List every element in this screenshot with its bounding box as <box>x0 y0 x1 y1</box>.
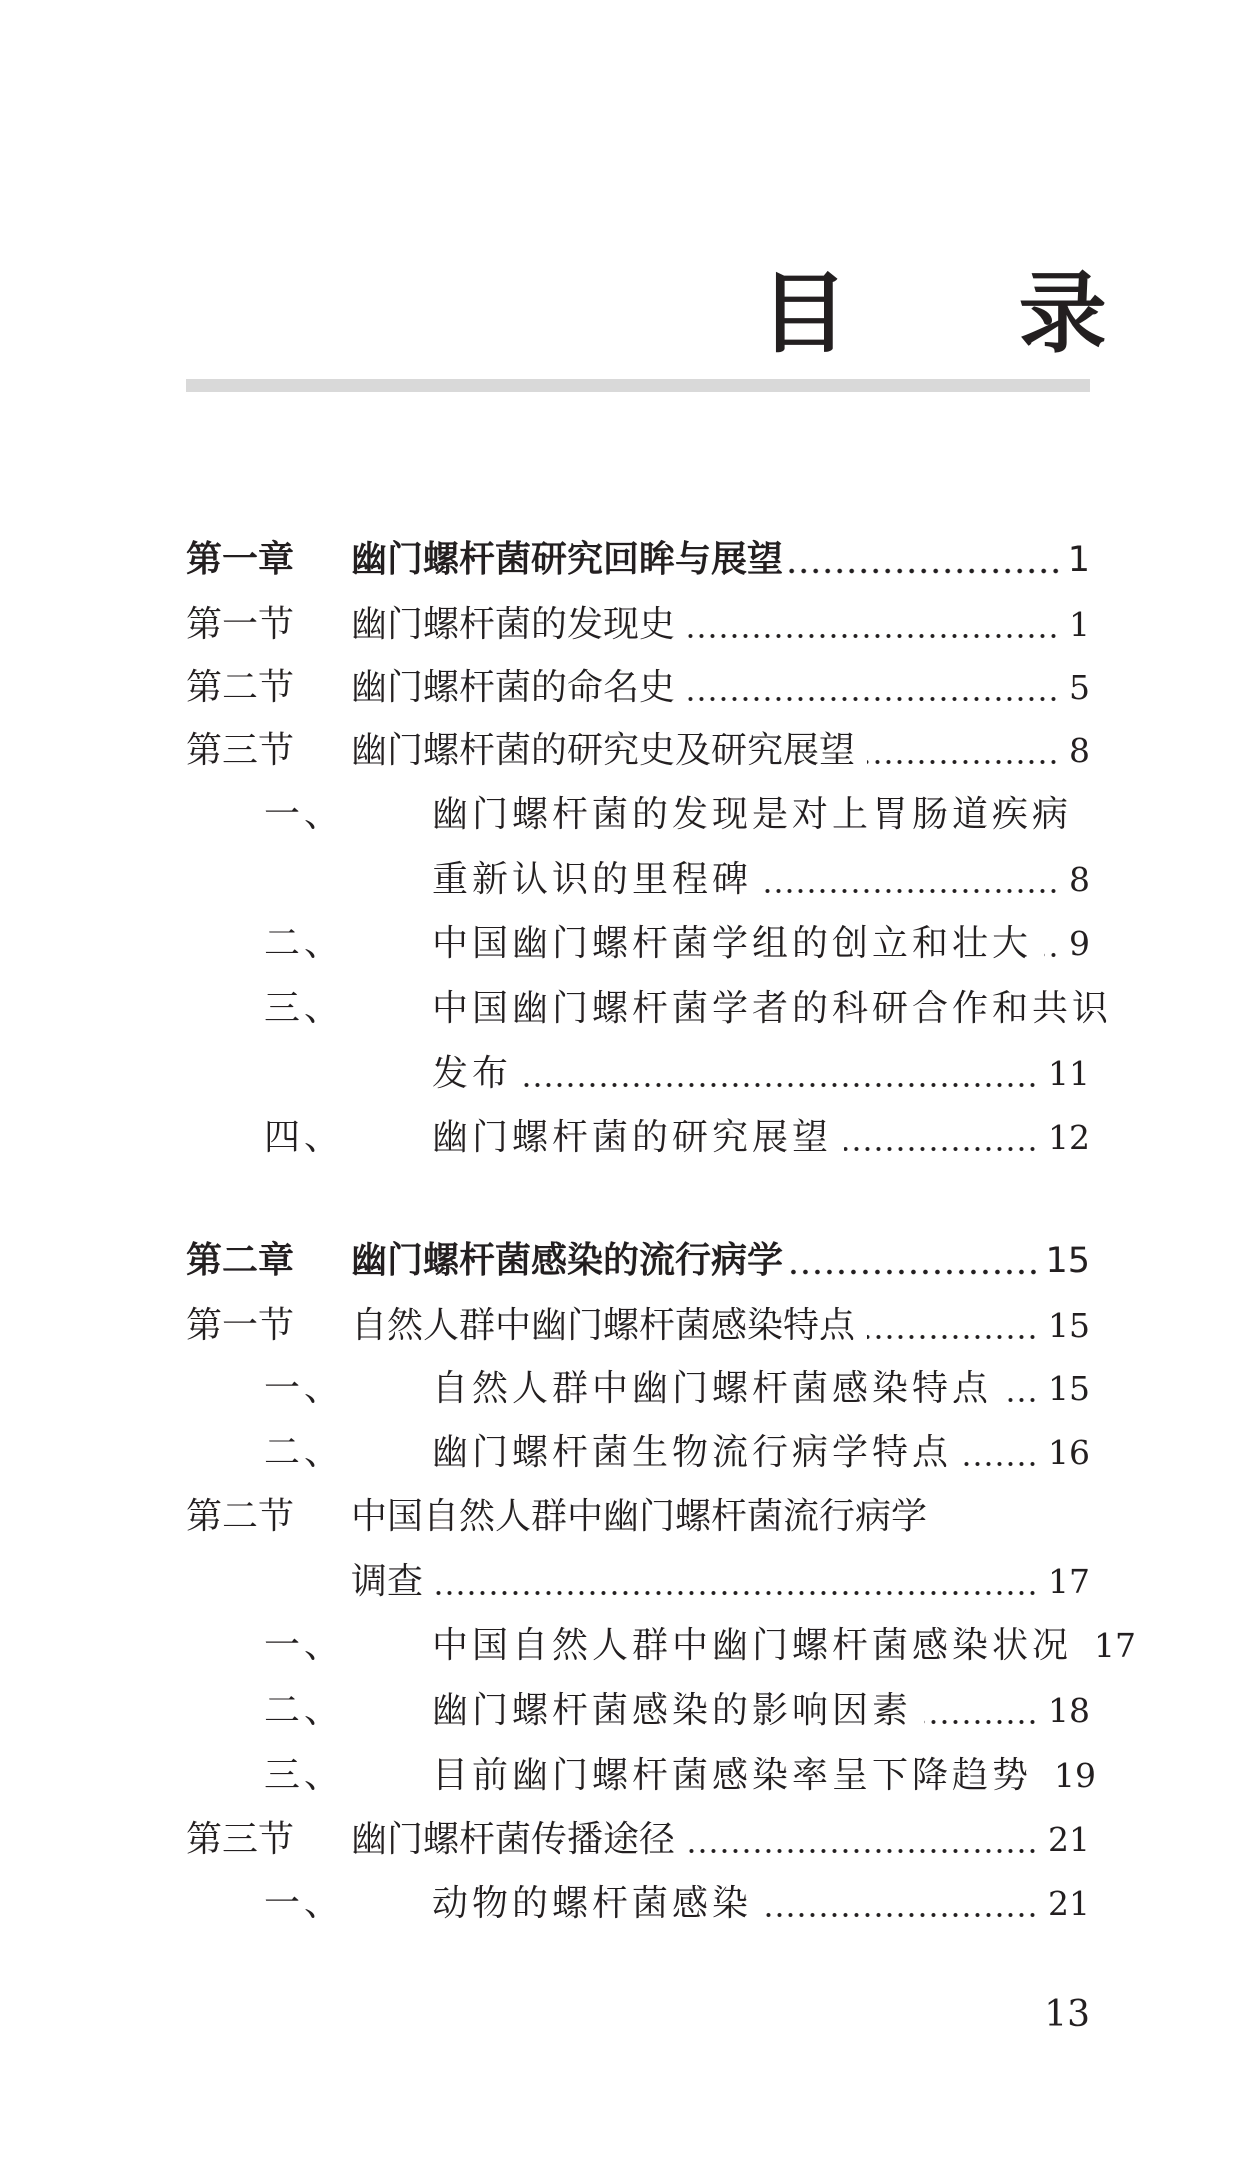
toc-entry-item[interactable] <box>186 984 1113 1034</box>
dot-leader <box>867 1305 1038 1341</box>
toc-entry-page: 5 <box>1069 668 1090 707</box>
toc-entry-title: 幽门螺杆菌的命名史 <box>351 667 676 708</box>
toc-entry-title: 重新认识的里程碑 <box>432 859 753 900</box>
dot-leader <box>1044 923 1059 959</box>
toc-entry-label: 一、 <box>264 1625 345 1666</box>
dot-leader <box>687 667 1059 703</box>
toc-entry-title: 自然人群中幽门螺杆菌感染特点 <box>432 1368 993 1409</box>
dot-leader <box>435 1561 1038 1597</box>
toc-entry-page: 1 <box>1069 605 1090 644</box>
toc-entry-item[interactable] <box>186 1686 1090 1736</box>
toc-entry-title: 幽门螺杆菌的发现史 <box>351 604 676 645</box>
toc-entry-title: 发布 <box>432 1053 513 1094</box>
toc-entry-page: 19 <box>1054 1756 1097 1795</box>
toc-entry-title: 幽门螺杆菌感染的影响因素 <box>432 1690 913 1731</box>
toc-entry-item[interactable] <box>186 1428 1090 1478</box>
toc-entry-page: 12 <box>1048 1118 1090 1157</box>
toc-entry-label: 二、 <box>264 1690 345 1731</box>
toc-entry-page: 1 <box>1067 540 1090 580</box>
toc-entry-label: 第二节 <box>186 1496 295 1537</box>
dot-leader <box>764 1883 1038 1919</box>
toc-entry-page: 8 <box>1069 731 1090 770</box>
toc-entry-item[interactable] <box>186 1364 1090 1414</box>
toc-entry-item[interactable] <box>186 1879 1090 1929</box>
toc-entry-title: 目前幽门螺杆菌感染率呈下降趋势 <box>432 1755 1033 1796</box>
toc-entry-label: 第一节 <box>186 604 295 645</box>
dot-leader <box>844 1117 1038 1153</box>
toc-entry-page: 15 <box>1048 1306 1090 1345</box>
toc-entry-page: 15 <box>1045 1241 1090 1281</box>
dot-leader <box>764 859 1059 895</box>
toc-entry-page: 11 <box>1048 1054 1090 1093</box>
toc-entry-chapter[interactable] <box>186 535 1090 585</box>
toc-entry-label: 一、 <box>264 1368 345 1409</box>
toc-entry-label: 三、 <box>264 1755 345 1796</box>
dot-leader <box>1004 1368 1038 1404</box>
toc-entry-item[interactable] <box>186 919 1090 969</box>
toc-entry-page: 18 <box>1048 1691 1090 1730</box>
title-rule <box>186 379 1090 392</box>
page-number: 13 <box>1044 1994 1090 2035</box>
toc-entry-page: 21 <box>1048 1884 1090 1923</box>
toc-entry-item[interactable] <box>186 1113 1090 1163</box>
toc-entry-chapter[interactable] <box>186 1236 1090 1286</box>
toc-entry-label: 三、 <box>264 988 345 1029</box>
toc-entry-title: 幽门螺杆菌传播途径 <box>351 1819 676 1860</box>
dot-leader <box>785 1240 1039 1276</box>
toc-entry-label: 第二章 <box>186 1240 295 1281</box>
toc-entry-section-cont[interactable] <box>186 1557 1090 1607</box>
toc-entry-page: 16 <box>1048 1433 1090 1472</box>
toc-entry-label: 第二节 <box>186 667 295 708</box>
page-title: 目 录 <box>760 262 1177 365</box>
toc-entry-label: 二、 <box>264 923 345 964</box>
toc-entry-item[interactable] <box>186 790 1090 840</box>
toc-entry-label: 一、 <box>264 794 345 835</box>
toc-entry-page: 17 <box>1048 1562 1090 1601</box>
toc-entry-label: 二、 <box>264 1432 345 1473</box>
toc-entry-title: 自然人群中幽门螺杆菌感染特点 <box>351 1305 856 1346</box>
toc-entry-title: 中国自然人群中幽门螺杆菌感染状况 <box>432 1625 1073 1666</box>
dot-leader <box>867 730 1059 766</box>
toc-entry-label: 一、 <box>264 1883 345 1924</box>
toc-entry-title: 动物的螺杆菌感染 <box>432 1883 753 1924</box>
toc-entry-page: 8 <box>1069 860 1090 899</box>
toc-entry-section[interactable] <box>186 600 1090 650</box>
dot-leader <box>785 539 1062 575</box>
toc-entry-section[interactable] <box>186 1492 1090 1542</box>
toc-entry-item-cont[interactable] <box>186 855 1090 905</box>
dot-leader <box>687 1819 1038 1855</box>
toc-entry-title: 幽门螺杆菌的研究展望 <box>432 1117 833 1158</box>
dot-leader <box>524 1053 1038 1089</box>
toc-entry-title: 中国幽门螺杆菌学组的创立和壮大 <box>432 923 1033 964</box>
toc-entry-title: 幽门螺杆菌感染的流行病学 <box>351 1240 784 1281</box>
toc-entry-section[interactable] <box>186 663 1090 713</box>
toc-entry-section[interactable] <box>186 1301 1090 1351</box>
toc-entry-section[interactable] <box>186 1815 1090 1865</box>
toc-entry-label: 四、 <box>264 1117 345 1158</box>
toc-entry-title: 幽门螺杆菌的研究史及研究展望 <box>351 730 856 771</box>
toc-entry-section[interactable] <box>186 726 1090 776</box>
toc-entry-item-cont[interactable] <box>186 1049 1090 1099</box>
toc-entry-title: 幽门螺杆菌研究回眸与展望 <box>351 539 784 580</box>
dot-leader <box>964 1432 1038 1468</box>
toc-entry-item[interactable] <box>186 1751 1097 1801</box>
toc-entry-title: 幽门螺杆菌生物流行病学特点 <box>432 1432 953 1473</box>
toc-entry-title: 中国自然人群中幽门螺杆菌流行病学 <box>351 1496 928 1537</box>
toc-entry-title: 幽门螺杆菌的发现是对上胃肠道疾病 <box>432 794 1073 835</box>
toc-entry-page: 9 <box>1069 924 1090 963</box>
dot-leader <box>687 604 1059 640</box>
dot-leader <box>924 1690 1038 1726</box>
toc-entry-label: 第三节 <box>186 1819 295 1860</box>
toc-entry-label: 第一节 <box>186 1305 295 1346</box>
toc-entry-page: 17 <box>1094 1626 1137 1665</box>
toc-entry-page: 21 <box>1048 1820 1090 1859</box>
toc-entry-item[interactable] <box>186 1621 1137 1671</box>
toc-entry-title: 调查 <box>351 1561 424 1602</box>
toc-entry-label: 第三节 <box>186 730 295 771</box>
toc-entry-title: 中国幽门螺杆菌学者的科研合作和共识 <box>432 988 1113 1029</box>
toc-entry-page: 15 <box>1048 1369 1090 1408</box>
toc-entry-label: 第一章 <box>186 539 295 580</box>
